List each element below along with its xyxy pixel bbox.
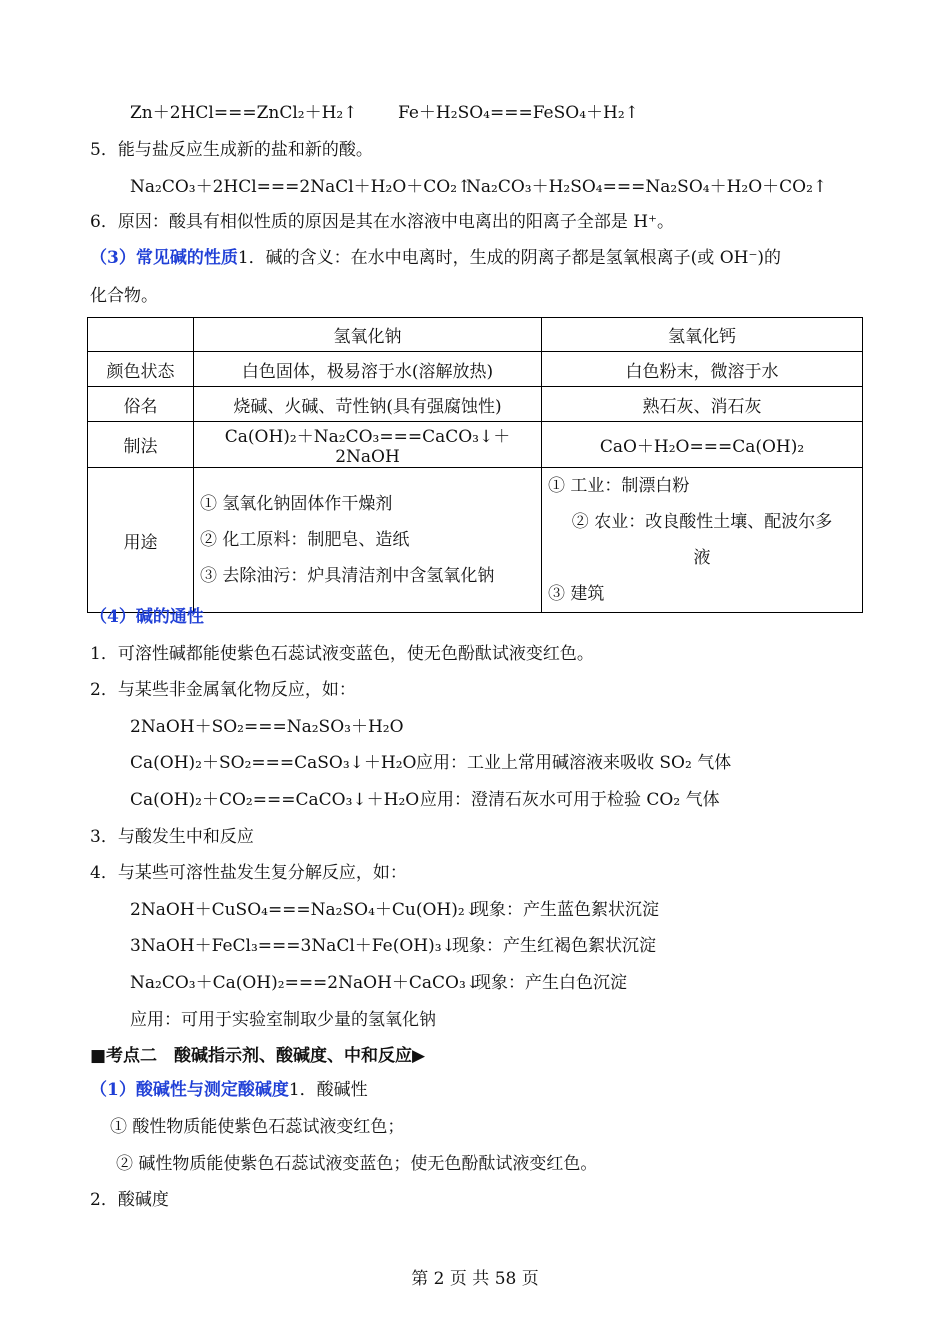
table-cell: 用途 [88,468,194,613]
equation-naoh-fecl3: 3NaOH＋FeCl₃===3NaCl＋Fe(OH)₃↓ [130,936,456,956]
section-3-heading [90,246,781,270]
uses-naoh-item: ① 氢氧化钠固体作干燥剂 [200,494,393,514]
section-4-title: （4）碱的通性 [90,607,204,627]
uses-caoh-item: ① 工业：制漂白粉 [548,476,690,496]
uses-naoh-cell [194,468,542,613]
base-properties-table [87,317,863,613]
table-row [88,422,863,468]
table-cell: 颜色状态 [88,352,194,387]
acid-property-5: 5．能与盐反应生成新的盐和新的酸。 [90,140,373,160]
page-footer: 第 2 页 共 58 页 [411,1269,539,1289]
uses-caoh-item: ② 农业：改良酸性土壤、配波尔多 [571,512,833,532]
equation-zn-hcl: Zn＋2HCl===ZnCl₂＋H₂↑ [130,103,358,123]
indicator-base: ② 碱性物质能使紫色石蕊试液变蓝色；使无色酚酞试液变红色。 [116,1154,598,1174]
kd2-subsection-text: 1．酸碱性 [288,1080,368,1100]
equation-naoh-cuso4: 2NaOH＋CuSO₄===Na₂SO₄＋Cu(OH)₂↓ [130,900,479,920]
table-header-cell [88,318,194,352]
phenomenon-blue: 现象：产生蓝色絮状沉淀 [472,900,659,920]
table-cell: 熟石灰、消石灰 [542,387,863,422]
table-row-uses [88,468,863,613]
equation-fe-h2so4: Fe＋H₂SO₄===FeSO₄＋H₂↑ [398,103,639,123]
uses-caoh-cell [542,468,863,613]
equation-caoh-so2: Ca(OH)₂＋SO₂===CaSO₃↓＋H₂O [130,753,417,773]
uses-caoh-item: 液 [693,548,711,568]
table-cell: 烧碱、火碱、苛性钠(具有强腐蚀性) [194,387,542,422]
base-property-2: 2．与某些非金属氧化物反应，如： [90,680,356,700]
acid-property-6: 6．原因：酸具有相似性质的原因是其在水溶液中电离出的阳离子全部是 H⁺。 [90,212,675,232]
application-co2: 应用：澄清石灰水可用于检验 CO₂ 气体 [420,790,720,810]
base-property-3: 3．与酸发生中和反应 [90,827,254,847]
section-3-title: （3）常见碱的性质 [90,248,238,268]
table-cell: 白色粉末，微溶于水 [542,352,863,387]
key-point-2-title: ■考点二 酸碱指示剂、酸碱度、中和反应▶ [90,1046,426,1066]
table-cell: 制法 [88,422,194,468]
table-cell: 白色固体，极易溶于水(溶解放热) [194,352,542,387]
equation-naoh-so2: 2NaOH＋SO₂===Na₂SO₃＋H₂O [130,717,404,737]
equation-na2co3-h2so4: Na₂CO₃＋H₂SO₄===Na₂SO₄＋H₂O＋CO₂↑ [466,177,828,197]
kd2-subsection-title: （1）酸碱性与测定酸碱度 [90,1080,289,1100]
table-header-cell: 氢氧化钠 [194,318,542,352]
table-row [88,352,863,387]
indicator-acid: ① 酸性物质能使紫色石蕊试液变红色； [110,1117,405,1137]
phenomenon-white: 现象：产生白色沉淀 [474,973,627,993]
ph-heading: 2．酸碱度 [90,1190,169,1210]
uses-naoh-item: ② 化工原料：制肥皂、造纸 [200,530,410,550]
table-header-cell: 氢氧化钙 [542,318,863,352]
uses-naoh-item: ③ 去除油污：炉具清洁剂中含氢氧化钠 [200,566,495,586]
equation-na2co3-caoh: Na₂CO₃＋Ca(OH)₂===2NaOH＋CaCO₃↓ [130,973,481,993]
kd2-subsection-heading [90,1078,368,1102]
base-property-4: 4．与某些可溶性盐发生复分解反应，如： [90,863,407,883]
phenomenon-red-brown: 现象：产生红褐色絮状沉淀 [452,936,656,956]
application-so2: 应用：工业上常用碱溶液来吸收 SO₂ 气体 [416,753,732,773]
uses-caoh-item: ③ 建筑 [548,584,605,604]
table-cell: Ca(OH)₂＋Na₂CO₃===CaCO₃↓＋2NaOH [194,422,542,468]
base-property-1: 1．可溶性碱都能使紫色石蕊试液变蓝色，使无色酚酞试液变红色。 [90,644,594,664]
equation-caoh-co2: Ca(OH)₂＋CO₂===CaCO₃↓＋H₂O [130,790,420,810]
table-row [88,387,863,422]
equation-na2co3-hcl: Na₂CO₃＋2HCl===2NaCl＋H₂O＋CO₂↑ [130,177,472,197]
section-3-definition-cont: 化合物。 [90,286,158,306]
application-naoh-prep: 应用：可用于实验室制取少量的氢氧化钠 [130,1010,436,1030]
table-cell: 俗名 [88,387,194,422]
table-cell: CaO＋H₂O===Ca(OH)₂ [542,422,863,468]
table-header-row [88,318,863,352]
section-3-definition: 1．碱的含义：在水中电离时，生成的阴离子都是氢氧根离子(或 OH⁻)的 [237,248,782,268]
